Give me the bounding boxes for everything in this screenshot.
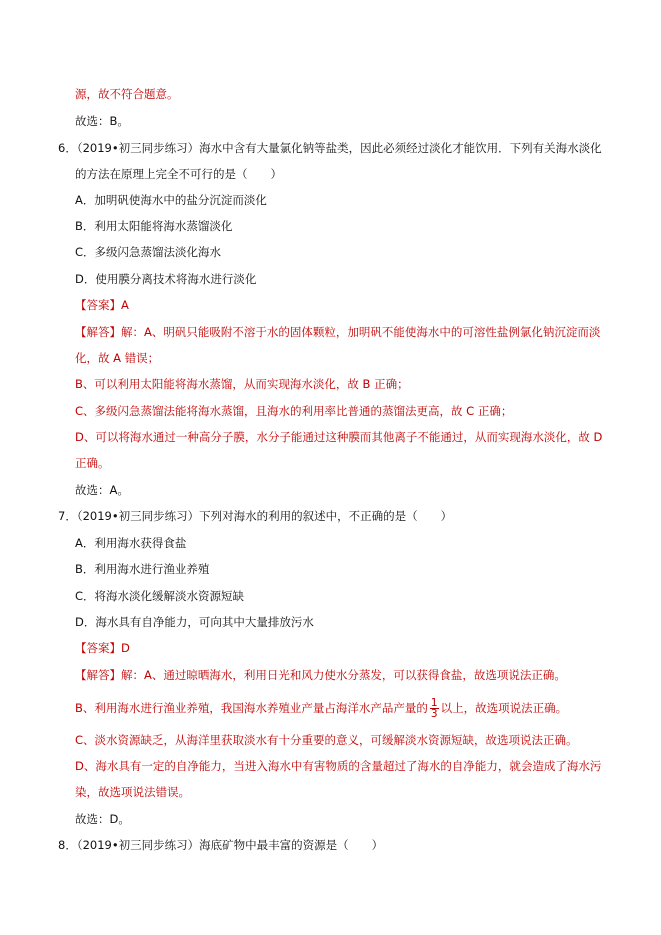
q7-option-b: B．利用海水进行渔业养殖 xyxy=(75,562,210,576)
q7-option-d: D．海水具有自净能力，可向其中大量排放污水 xyxy=(75,615,314,629)
q7-stem: 7．（2019•初三同步练习）下列对海水的利用的叙述中，不正确的是（ ） xyxy=(58,509,453,523)
q6-explain-line2: 化，故 A 错误； xyxy=(75,351,160,365)
q6-stem-line1: 6．（2019•初三同步练习）海水中含有大量氯化钠等盐类，因此必须经过淡化才能饮用．下列有关海水淡化 xyxy=(58,141,602,155)
q6-answer: 【答案】A xyxy=(75,298,129,312)
q7-explain-b-post: 以上，故选项说法正确。 xyxy=(440,701,568,715)
fraction-denominator: 3 xyxy=(430,708,438,720)
q6-explain-line5: D、可以将海水通过一种高分子膜，水分子能通过这种膜而其他离子不能通过，从而实现海水淡化，故 D xyxy=(75,430,603,444)
q6-option-a: A．加明矾使海水中的盐分沉淀而淡化 xyxy=(75,193,267,207)
q7-explain-d1: D、海水具有一定的自净能力，当进入海水中有害物质的含量超过了海水的自净能力，就会造成了海水污 xyxy=(75,759,602,773)
q6-choose: 故选：A。 xyxy=(75,483,129,497)
fraction-numerator: 1 xyxy=(430,697,438,709)
q7-answer: 【答案】D xyxy=(75,641,130,655)
q8-stem: 8．（2019•初三同步练习）海底矿物中最丰富的资源是（ ） xyxy=(58,838,384,852)
q7-explain-b xyxy=(75,693,567,723)
q7-choose: 故选：D。 xyxy=(75,812,130,826)
q7-explain-c: C、淡水资源缺乏，从海洋里获取淡水有十分重要的意义，可缓解淡水资源短缺，故选项说法正确。 xyxy=(75,733,578,747)
q6-explain-line3: B、可以利用太阳能将海水蒸馏，从而实现海水淡化，故 B 正确； xyxy=(75,377,409,391)
prev-explain-tail: 源，故不符合题意。 xyxy=(75,87,179,101)
q7-explain-b-pre: B、利用海水进行渔业养殖，我国海水养殖业产量占海洋水产品产量的 xyxy=(75,701,428,715)
q6-explain-line4: C、多级闪急蒸馏法能将海水蒸馏，且海水的利用率比普通的蒸馏法更高，故 C 正确； xyxy=(75,404,513,418)
q7-option-a: A．利用海水获得食盐 xyxy=(75,536,187,550)
q6-explain-line1: 【解答】解：A、明矾只能吸附不溶于水的固体颗粒，加明矾不能使海水中的可溶性盐例氯化钠沉淀而淡 xyxy=(75,325,601,339)
q7-explain-d2: 染，故选项说法错误。 xyxy=(75,785,190,799)
q7-explain-a: 【解答】解：A、通过晾晒海水，利用日光和风力使水分蒸发，可以获得食盐，故选项说法正确。 xyxy=(75,668,566,682)
q6-explain-line6: 正确。 xyxy=(75,456,110,470)
q6-option-b: B．利用太阳能将海水蒸馏淡化 xyxy=(75,219,233,233)
q6-option-d: D．使用膜分离技术将海水进行淡化 xyxy=(75,272,257,286)
prev-choose: 故选：B。 xyxy=(75,114,129,128)
q7-option-c: C．将海水淡化缓解淡水资源短缺 xyxy=(75,589,245,603)
q6-option-c: C．多级闪急蒸馏法淡化海水 xyxy=(75,245,222,259)
q6-stem-line2: 的方法在原理上完全不可行的是（ ） xyxy=(75,167,282,181)
fraction-one-third xyxy=(430,698,439,719)
